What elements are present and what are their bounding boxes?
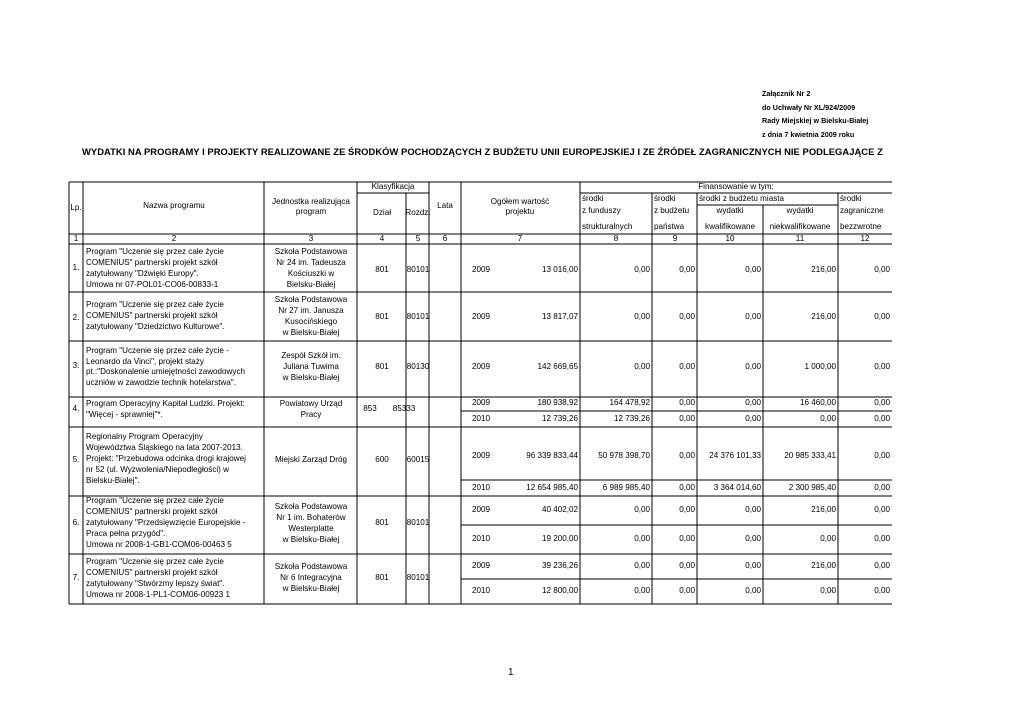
header-financing: Finansowanie w tym: <box>698 182 774 191</box>
amount-cell: 0,00 <box>874 586 890 595</box>
column-number: 7 <box>517 234 523 243</box>
header-foreign-funds: środki <box>840 194 862 203</box>
rozdz-cell: 80101 <box>406 518 430 527</box>
program-name: Program "Uczenie się przez całe życie - <box>86 346 229 355</box>
program-name: zatytułowany "Dziedzictwo Kulturowe". <box>86 322 225 331</box>
row-lp: 7. <box>72 573 80 582</box>
amount-cell: 0,00 <box>634 505 650 514</box>
implementing-unit: w Bielsku-Białej <box>282 373 340 382</box>
header-structural-funds: z funduszy <box>582 206 621 215</box>
amount-cell: 0,00 <box>679 265 695 274</box>
rozdz-cell: 80130 <box>406 362 430 371</box>
amount-cell: 0,00 <box>874 362 890 371</box>
year-cell: 2010 <box>471 586 491 595</box>
amount-cell: 0,00 <box>745 398 761 407</box>
amount-cell: 50 978 398,70 <box>598 451 650 460</box>
header-unit: program <box>295 207 327 216</box>
amount-cell: 6 989 985,40 <box>602 483 650 492</box>
amount-cell: 0,00 <box>745 505 761 514</box>
header-klasyfikacja: Klasyfikacja <box>371 182 415 191</box>
program-name: uczniów w zawodzie technik hotelarstwa". <box>86 378 236 387</box>
implementing-unit: Zespół Szkół im. <box>281 351 341 360</box>
column-number: 1 <box>73 234 79 243</box>
amount-cell: 0,00 <box>820 586 836 595</box>
program-name: Program "Uczenie się przez całe życie <box>86 300 224 309</box>
amount-cell: 0,00 <box>634 561 650 570</box>
program-name: Województwa Śląskiego na lata 2007-2013. <box>86 443 243 452</box>
header-lp: Lp. <box>70 203 82 212</box>
header-non-qualified: wydatki <box>786 206 814 215</box>
header-qualified: kwalifikowane <box>705 222 755 231</box>
total-cell: 13 016,00 <box>541 265 578 274</box>
program-name: Umowa nr 2008-1-PL1-COM06-00923 1 <box>86 590 230 599</box>
header-lata: Lata <box>437 201 453 210</box>
implementing-unit: Szkoła Podstawowa <box>274 295 348 304</box>
amount-cell: 0,00 <box>634 586 650 595</box>
column-number: 2 <box>171 234 177 243</box>
header-foreign-funds: zagraniczne <box>840 206 884 215</box>
row-lp: 3. <box>72 361 80 370</box>
dzial-cell: 600 <box>375 455 389 464</box>
amount-cell: 16 460,00 <box>799 398 836 407</box>
amount-cell: 0,00 <box>745 414 761 423</box>
program-name: Program Operacyjny Kapitał Ludzki. Projekt: <box>86 399 245 408</box>
implementing-unit: Westerplatte <box>288 524 334 533</box>
implementing-unit: Powiatowy Urząd <box>279 399 343 408</box>
amount-cell: 0,00 <box>874 561 890 570</box>
program-name: Program "Uczenie się przez całe życie <box>86 496 224 505</box>
amount-cell: 0,00 <box>745 312 761 321</box>
program-name: zatytułowany "Przedsięwzięcie Europejskie - <box>86 518 246 527</box>
header-structural-funds: środki <box>582 194 604 203</box>
year-cell: 2010 <box>471 414 491 423</box>
header-dzial: Dział <box>373 208 391 217</box>
dzial-cell: 801 <box>375 265 389 274</box>
program-name: pt.:"Doskonalenie umiejętności zawodowych <box>86 367 245 376</box>
amount-cell: 0,00 <box>745 586 761 595</box>
row-lp: 6. <box>72 518 80 527</box>
implementing-unit: Juliana Tuwima <box>283 362 339 371</box>
header-rozdz: Rozdz. <box>405 208 431 217</box>
year-cell: 2009 <box>471 265 491 274</box>
header-state-budget: z budżetu <box>654 206 690 215</box>
amount-cell: 0,00 <box>679 398 695 407</box>
amount-cell: 0,00 <box>679 586 695 595</box>
year-cell: 2009 <box>471 312 491 321</box>
amount-cell: 3 364 014,60 <box>713 483 761 492</box>
program-name: Bielsku-Białej". <box>86 476 140 485</box>
amount-cell: 0,00 <box>874 483 890 492</box>
rozdz-cell: 80101 <box>406 312 430 321</box>
implementing-unit: w Bielsku-Białej <box>282 328 340 337</box>
rozdz-cell: 60015 <box>406 455 430 464</box>
total-cell: 13 817,07 <box>541 312 578 321</box>
amount-cell: 0,00 <box>634 312 650 321</box>
header-state-budget: środki <box>654 194 676 203</box>
implementing-unit: Kościuszki w <box>287 269 335 278</box>
implementing-unit: Kusocińskiego <box>284 317 338 326</box>
amount-cell: 0,00 <box>634 362 650 371</box>
implementing-unit: Nr 1 im. Bohaterów <box>276 513 346 522</box>
program-name: Praca pełna przygód". <box>86 529 166 538</box>
column-number: 12 <box>860 234 870 243</box>
year-cell: 2010 <box>471 483 491 492</box>
amount-cell: 2 300 985,40 <box>788 483 836 492</box>
program-name: Umowa nr 07-POL01-CO06-00833-1 <box>86 280 219 289</box>
rozdz-cell: 80101 <box>406 573 430 582</box>
year-cell: 2009 <box>471 398 491 407</box>
header-structural-funds: strukturalnych <box>582 222 633 231</box>
amount-cell: 0,00 <box>679 312 695 321</box>
program-name: COMENIUS" partnerski projekt szkół <box>86 507 218 516</box>
amount-cell: 0,00 <box>679 362 695 371</box>
total-cell: 40 402,02 <box>541 505 578 514</box>
amount-cell: 0,00 <box>874 534 890 543</box>
annex-line: z dnia 7 kwietnia 2009 roku <box>762 129 855 139</box>
amount-cell: 0,00 <box>679 483 695 492</box>
amount-cell: 0,00 <box>679 451 695 460</box>
total-cell: 180 938,92 <box>537 398 578 407</box>
rozdz-cell: 85333 <box>392 404 416 413</box>
row-lp: 5. <box>72 455 80 464</box>
amount-cell: 0,00 <box>679 534 695 543</box>
annex-line: Rady Miejskiej w Bielsku-Białej <box>762 116 869 125</box>
amount-cell: 164 478,92 <box>609 398 650 407</box>
program-name: Leonardo da Vinci", projekt staży <box>86 357 204 366</box>
amount-cell: 24 376 101,33 <box>709 451 761 460</box>
implementing-unit: w Bielsku-Białej <box>282 584 340 593</box>
amount-cell: 0,00 <box>820 534 836 543</box>
annex-line: do Uchwały Nr XL/924/2009 <box>762 102 856 112</box>
program-name: Projekt: "Przebudowa odcinka drogi krajowej <box>86 454 246 463</box>
header-unit: Jednostka realizująca <box>272 197 350 206</box>
amount-cell: 216,00 <box>811 312 836 321</box>
annex-block <box>762 87 868 141</box>
total-cell: 12 739,26 <box>541 414 578 423</box>
header-state-budget: państwa <box>654 222 685 231</box>
program-name: COMENIUS" partnerski projekt szkół <box>86 568 218 577</box>
row-lp: 1. <box>72 263 80 272</box>
program-name: "Więcej - sprawniej"*. <box>86 410 163 419</box>
implementing-unit: Nr 6 Integracyjna <box>280 573 342 582</box>
header-program: Nazwa programu <box>143 201 205 210</box>
document-title: WYDATKI NA PROGRAMY I PROJEKTY REALIZOWANE ZE ŚRODKÓW POCHODZĄCYCH Z BUDŻETU UNII EUROPEJSKIEJ I ZE ŹRÓDEŁ ZAGRANICZNYCH NIE PODLEGAJĄCE Z <box>82 146 883 157</box>
program-name: Umowa nr 2008-1-GB1-COM06-00463 5 <box>86 540 232 549</box>
amount-cell: 0,00 <box>874 398 890 407</box>
year-cell: 2009 <box>471 505 491 514</box>
dzial-cell: 801 <box>375 362 389 371</box>
amount-cell: 0,00 <box>874 265 890 274</box>
year-cell: 2009 <box>471 561 491 570</box>
column-number: 8 <box>613 234 619 243</box>
amount-cell: 0,00 <box>679 561 695 570</box>
amount-cell: 0,00 <box>874 505 890 514</box>
header-foreign-funds: bezzwrotne <box>840 222 882 231</box>
column-number: 9 <box>672 234 678 243</box>
header-total: Ogółem wartość <box>490 197 550 206</box>
program-name: COMENIUS" partnerski projekt szkół <box>86 258 218 267</box>
amount-cell: 0,00 <box>874 414 890 423</box>
program-name: Program "Uczenie się przez całe życie <box>86 557 224 566</box>
rozdz-cell: 80101 <box>406 265 430 274</box>
year-cell: 2010 <box>471 534 491 543</box>
column-number: 11 <box>795 234 805 243</box>
header-total: projektu <box>505 207 535 216</box>
column-number: 4 <box>379 234 385 243</box>
implementing-unit: Pracy <box>300 410 322 419</box>
total-cell: 12 800,00 <box>541 586 578 595</box>
column-number: 6 <box>442 234 448 243</box>
dzial-cell: 801 <box>375 573 389 582</box>
implementing-unit: Szkoła Podstawowa <box>274 562 348 571</box>
row-lp: 2. <box>72 313 80 322</box>
amount-cell: 0,00 <box>745 534 761 543</box>
implementing-unit: Nr 24 im. Tadeusza <box>276 258 346 267</box>
total-cell: 39 236,26 <box>541 561 578 570</box>
column-number: 10 <box>725 234 735 243</box>
program-name: zatytułowany "Stwórzmy lepszy świat". <box>86 579 225 588</box>
header-non-qualified: niekwalifikowane <box>769 222 831 231</box>
annex-line: Załącznik Nr 2 <box>762 89 811 98</box>
amount-cell: 0,00 <box>745 362 761 371</box>
dzial-cell: 801 <box>375 518 389 527</box>
implementing-unit: Bielsku-Białej <box>286 280 336 289</box>
amount-cell: 0,00 <box>679 505 695 514</box>
column-number: 3 <box>308 234 314 243</box>
page-number: 1 <box>508 667 514 678</box>
amount-cell: 0,00 <box>634 534 650 543</box>
amount-cell: 0,00 <box>745 561 761 570</box>
implementing-unit: Szkoła Podstawowa <box>274 247 348 256</box>
implementing-unit: Miejski Zarząd Dróg <box>275 455 347 464</box>
amount-cell: 0,00 <box>820 414 836 423</box>
amount-cell: 216,00 <box>811 561 836 570</box>
amount-cell: 0,00 <box>634 265 650 274</box>
total-cell: 12 654 985,40 <box>526 483 578 492</box>
implementing-unit: Nr 27 im. Janusza <box>278 306 344 315</box>
amount-cell: 0,00 <box>874 451 890 460</box>
amount-cell: 0,00 <box>745 265 761 274</box>
amount-cell: 216,00 <box>811 505 836 514</box>
program-name: nr 52 (ul. Wyzwolenia/Niepodległości) w <box>86 465 229 474</box>
amount-cell: 0,00 <box>874 312 890 321</box>
year-cell: 2009 <box>471 451 491 460</box>
total-cell: 96 339 833,44 <box>526 451 578 460</box>
program-name: Regionalny Program Operacyjny <box>86 432 203 441</box>
total-cell: 142 669,65 <box>537 362 578 371</box>
total-cell: 19 200,00 <box>541 534 578 543</box>
column-number: 5 <box>415 234 421 243</box>
dzial-cell: 801 <box>375 312 389 321</box>
implementing-unit: Szkoła Podstawowa <box>274 502 348 511</box>
amount-cell: 20 985 333,41 <box>784 451 836 460</box>
year-cell: 2009 <box>471 362 491 371</box>
amount-cell: 12 739,26 <box>613 414 650 423</box>
amount-cell: 0,00 <box>679 414 695 423</box>
program-name: COMENIUS" partnerski projekt szkół <box>86 311 218 320</box>
amount-cell: 1 000,00 <box>804 362 836 371</box>
amount-cell: 216,00 <box>811 265 836 274</box>
program-name: zatytułowany "Dźwięki Europy". <box>86 269 199 278</box>
header-city-budget: środki z budżetu miasta <box>699 194 785 203</box>
implementing-unit: w Bielsku-Białej <box>282 535 340 544</box>
row-lp: 4. <box>72 404 80 413</box>
dzial-cell: 853 <box>363 404 377 413</box>
header-qualified: wydatki <box>716 206 744 215</box>
program-name: Program "Uczenie się przez całe życie <box>86 247 224 256</box>
